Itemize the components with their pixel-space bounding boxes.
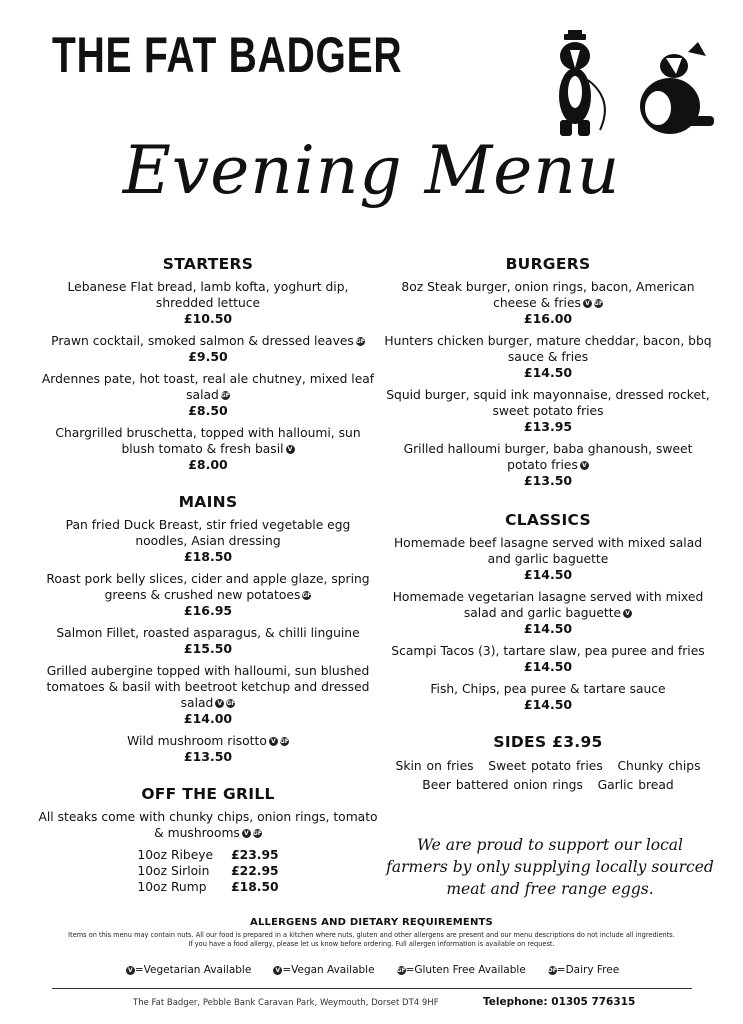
menu-item (383, 589, 713, 637)
classics-heading: CLASSICS (505, 511, 591, 529)
menu-item-price: £8.50 (188, 403, 228, 418)
menu-item-description: Scampi Tacos (3), tartare slaw, pea puree and fries (391, 644, 705, 658)
vegetarian-icon: V (623, 609, 632, 618)
menu-item-price: £14.50 (523, 621, 573, 636)
vegetarian-icon: V (215, 699, 224, 708)
menu-item-price: £14.00 (183, 711, 233, 726)
menu-item (38, 625, 378, 657)
left-column (38, 255, 378, 895)
menu-item-description: Fish, Chips, pea puree & tartare sauce (430, 682, 666, 696)
legend-label: =Vegetarian Available (134, 964, 252, 976)
divider (52, 988, 692, 989)
menu-item-price: £9.50 (188, 349, 228, 364)
dietary-legend (0, 964, 743, 976)
menu-item (38, 333, 378, 365)
menu-item (383, 535, 713, 583)
gluten-free-icon: GF (220, 392, 230, 399)
steak-price: £23.95 (231, 848, 279, 862)
menu-item (383, 387, 713, 435)
gluten-free-icon: GF (355, 338, 365, 345)
burgers-heading: BURGERS (505, 255, 591, 273)
steak-price: £18.50 (231, 880, 279, 894)
steak-name: 10oz Rump (137, 880, 207, 894)
menu-item-price: £15.50 (183, 641, 233, 656)
vegetarian-icon: V (242, 829, 251, 838)
allergens-heading: ALLERGENS AND DIETARY REQUIREMENTS (250, 917, 493, 928)
legend-label: =Gluten Free Available (405, 964, 526, 976)
legend-label: =Vegan Available (282, 964, 375, 976)
vegetarian-icon: V (126, 966, 135, 975)
menu-item-price: £14.50 (523, 697, 573, 712)
sides-list (383, 757, 713, 795)
gluten-free-icon: GF (226, 700, 236, 707)
right-column (383, 255, 713, 795)
menu-item-description: Chargrilled bruschetta, topped with halloumi, sun blush tomato & fresh basil (55, 426, 361, 456)
menu-item (38, 517, 378, 565)
sides-line: Skin on fries Sweet potato fries Chunky chips (395, 759, 701, 773)
vegetarian-icon: V (580, 461, 589, 470)
menu-title: Evening Menu (122, 132, 621, 209)
menu-item-description: Prawn cocktail, smoked salmon & dressed leaves (51, 334, 354, 348)
menu-item-description: Pan fried Duck Breast, stir fried vegetable egg noodles, Asian dressing (65, 518, 351, 548)
menu-item-price: £14.50 (523, 567, 573, 582)
grill-heading: OFF THE GRILL (141, 785, 275, 803)
menu-item-description: Salmon Fillet, roasted asparagus, & chilli linguine (56, 626, 360, 640)
gluten-free-icon: GF (302, 592, 312, 599)
allergens-section (0, 917, 743, 949)
menu-item-price: £16.95 (183, 603, 233, 618)
menu-item-description: 8oz Steak burger, onion rings, bacon, American cheese & fries (401, 280, 695, 310)
menu-item-description: Homemade vegetarian lasagne served with mixed salad and garlic baguette (392, 590, 704, 620)
menu-item (38, 663, 378, 727)
menu-item-description: Squid burger, squid ink mayonnaise, dressed rocket, sweet potato fries (386, 388, 710, 418)
menu-item (383, 333, 713, 381)
menu-item-description: Ardennes pate, hot toast, real ale chutney, mixed leaf salad (41, 372, 375, 402)
vegetarian-icon: V (286, 445, 295, 454)
sides-line: Beer battered onion rings Garlic bread (422, 778, 674, 792)
brand-logo-text: THE FAT BADGER (52, 27, 403, 83)
menu-item-description: Roast pork belly slices, cider and apple glaze, spring greens & crushed new potatoes (46, 572, 370, 602)
menu-item (38, 571, 378, 619)
badger-mascots-illustration (548, 30, 720, 142)
starters-heading: STARTERS (162, 255, 254, 273)
gluten-free-icon: GF (252, 830, 262, 837)
steak-price: £22.95 (231, 864, 279, 878)
menu-item (383, 441, 713, 489)
menu-item (383, 643, 713, 675)
menu-item-description: Wild mushroom risotto (127, 734, 267, 748)
gluten-free-icon: GF (279, 738, 289, 745)
dairy-free-icon: DF (547, 966, 557, 974)
classics-list (383, 535, 713, 713)
vegetarian-icon: V (273, 966, 282, 975)
menu-item (383, 279, 713, 327)
menu-item (38, 425, 378, 473)
menu-item (38, 733, 378, 765)
menu-item-price: £13.50 (183, 749, 233, 764)
legend-entry (395, 964, 526, 976)
vegetarian-icon: V (269, 737, 278, 746)
grill-intro: All steaks come with chunky chips, onion rings, tomato & mushrooms V GF (38, 810, 378, 840)
menu-item (38, 371, 378, 419)
burgers-list (383, 279, 713, 489)
menu-item-description: Grilled halloumi burger, baba ghanoush, sweet potato fries (403, 442, 693, 472)
legend-entry (124, 964, 252, 976)
steak-name: 10oz Ribeye (137, 848, 214, 862)
menu-item-price: £18.50 (183, 549, 233, 564)
local-farmers-quote: We are proud to support our local farmers by only supplying locally sourced meat and free range eggs. (386, 836, 714, 898)
sides-heading: SIDES £3.95 (493, 733, 603, 751)
menu-item (38, 279, 378, 327)
menu-item-price: £8.00 (188, 457, 228, 472)
legend-entry (546, 964, 619, 976)
menu-item-price: £16.00 (523, 311, 573, 326)
gluten-free-icon: GF (396, 966, 406, 974)
footer-phone: Telephone: 01305 776315 (483, 996, 636, 1008)
menu-item-description: Hunters chicken burger, mature cheddar, bacon, bbq sauce & fries (384, 334, 712, 364)
menu-item-description: Grilled aubergine topped with halloumi, sun blushed tomatoes & basil with beetroot ketchup and dressed salad (46, 664, 370, 710)
menu-item-price: £10.50 (183, 311, 233, 326)
starters-list (38, 279, 378, 473)
steak-name: 10oz Sirloin (137, 864, 210, 878)
menu-item-price: £14.50 (523, 365, 573, 380)
footer-address: The Fat Badger, Pebble Bank Caravan Park, Weymouth, Dorset DT4 9HF (133, 998, 439, 1008)
legend-entry (271, 964, 374, 976)
menu-item-description: Lebanese Flat bread, lamb kofta, yoghurt dip, shredded lettuce (67, 280, 349, 310)
menu-item-description: Homemade beef lasagne served with mixed salad and garlic baguette (393, 536, 703, 566)
gluten-free-icon: GF (593, 300, 603, 307)
menu-item-price: £14.50 (523, 659, 573, 674)
allergens-text: If you have a food allergy, please let us know before ordering. Full allergen information is available on request. (188, 940, 555, 948)
menu-item-price: £13.50 (523, 473, 573, 488)
menu-item-price: £13.95 (523, 419, 573, 434)
allergens-text: Items on this menu may contain nuts. All our food is prepared in a kitchen where nuts, gluten and other allergens are present and our menu descriptions do not include all ingredients. (68, 931, 675, 939)
mains-heading: MAINS (178, 493, 238, 511)
vegetarian-icon: V (583, 299, 592, 308)
legend-label: =Dairy Free (556, 964, 620, 976)
steak-list (38, 847, 378, 895)
mains-list (38, 517, 378, 765)
menu-item (383, 681, 713, 713)
